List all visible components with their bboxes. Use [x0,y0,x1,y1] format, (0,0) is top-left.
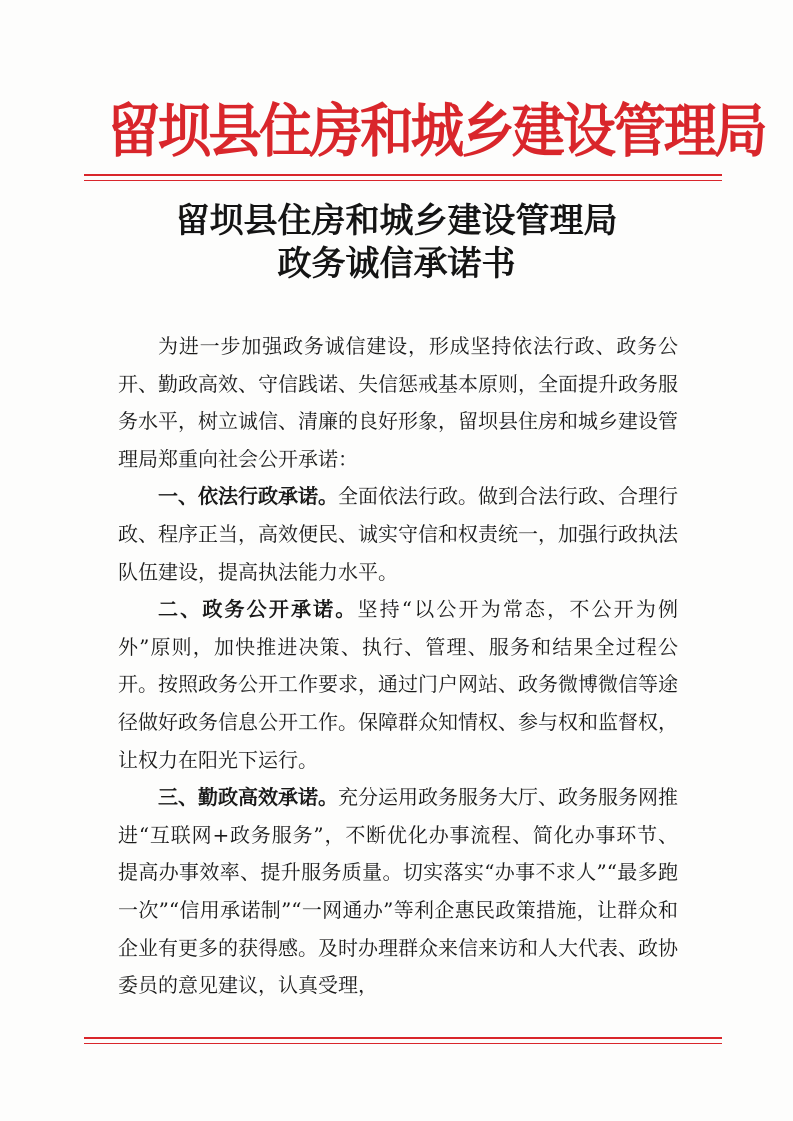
document-title-line-1: 留坝县住房和城乡建设管理局 [175,201,618,241]
paragraph-text: 全面依法行政。做到合法行政、合理行政、程序正当，高效便民、诚实守信和权责统一，加强行政执法队伍建设，提高执法能力水平。 [118,484,678,584]
paragraph-3 [118,779,678,1005]
letterhead-rule-top [84,174,722,176]
letterhead-title: 留坝县住房和城乡建设管理局 [107,97,765,165]
letterhead-rule-bottom [84,180,722,181]
paragraph-heading: 二、政务公开承诺。 [158,597,358,622]
paragraph-heading: 一、依法行政承诺。 [158,484,338,509]
document-body [118,328,678,1005]
paragraph-text: 坚持“以公开为常态，不公开为例外”原则，加快推进决策、执行、管理、服务和结果全过程公开。按照政务公开工作要求，通过门户网站、政务微博微信等途径做好政务信息公开工作。保障群众知情权、参与权和监督权，让权力在阳光下运行。 [118,597,679,772]
footer-rule-top [84,1037,722,1039]
paragraph-intro [118,328,678,478]
footer-rule-bottom [84,1043,722,1044]
document-title-line-2: 政务诚信承诺书 [277,244,516,284]
paragraph-2 [118,591,678,779]
paragraph-text: 充分运用政务服务大厅、政务服务网推进“互联网+政务服务”，不断优化办事流程、简化办事环节、 提高办事效率、提升服务质量。切实落实“办事不求人”“最多跑一次”“信用承诺制”“一网通办”等利企惠民政策措施，让群众和企业有更多的获得感。及时办理群众来信来访和人大代表、政协委员的意见建议，认真受理， [118,785,678,998]
paragraph-heading: 三、勤政高效承诺。 [158,785,338,810]
paragraph-1 [118,478,678,591]
paragraph-text: 为进一步加强政务诚信建设，形成坚持依法行政、政务公开、勤政高效、守信践诺、失信惩戒基本原则，全面提升政务服务水平，树立诚信、清廉的良好形象，留坝县住房和城乡建设管理局郑重向社会公开承诺： [118,334,678,471]
